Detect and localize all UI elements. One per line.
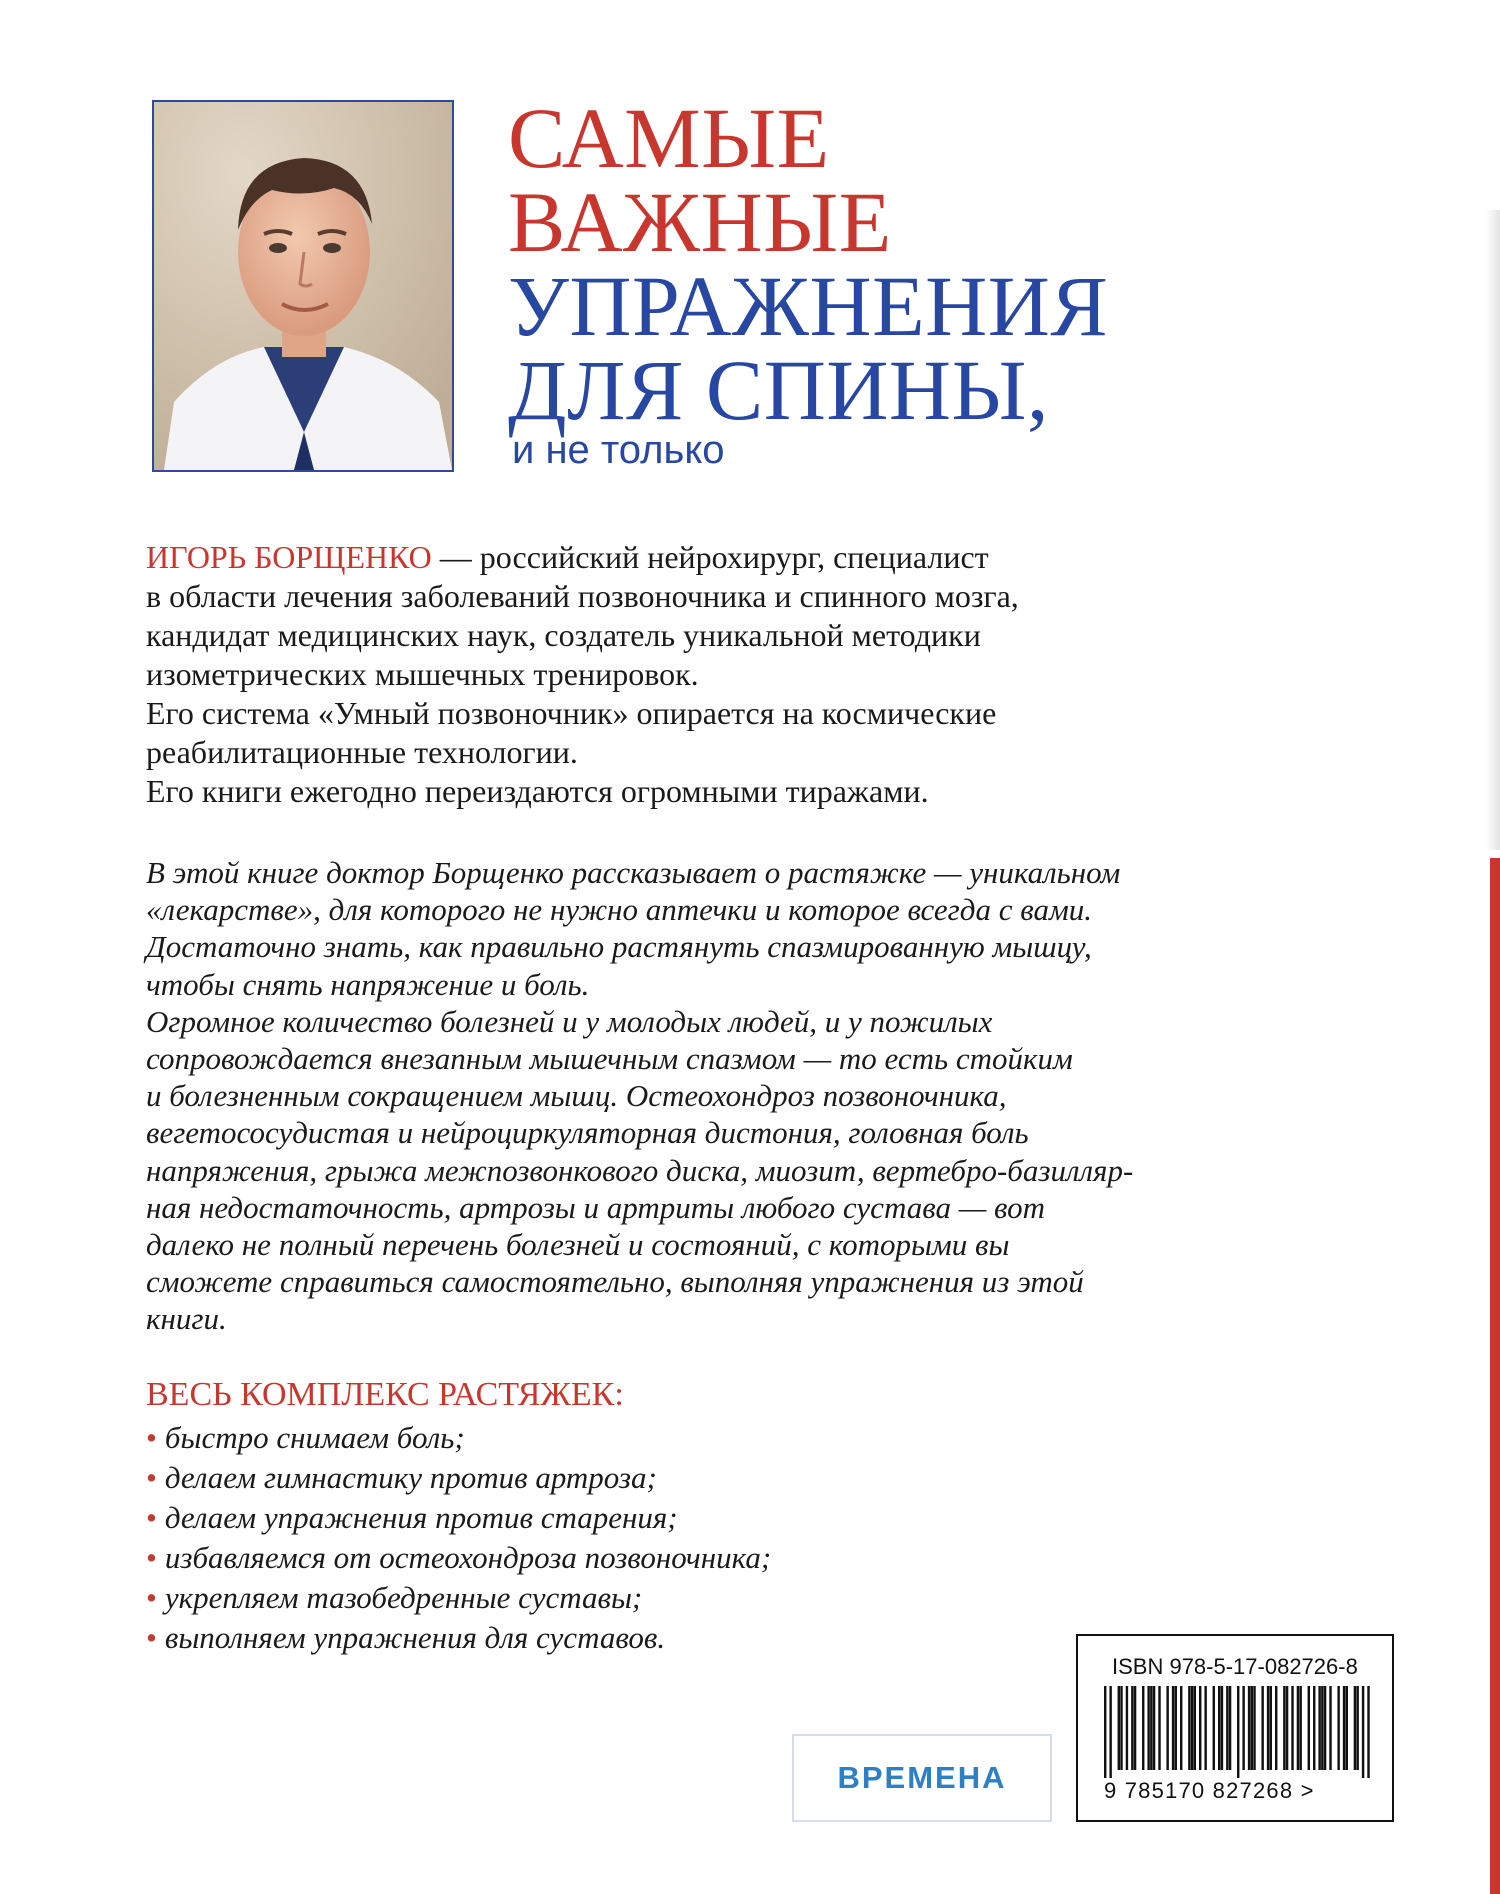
bullet-icon: •: [146, 1580, 157, 1615]
barcode-bar: [1191, 1686, 1193, 1770]
barcode-bar: [1180, 1686, 1182, 1770]
list-item-text: делаем гимнастику против артроза;: [164, 1460, 657, 1495]
description-line: чтобы снять напряжение и боль.: [146, 966, 590, 1002]
barcode-bar: [1131, 1686, 1133, 1770]
bullet-icon: •: [146, 1500, 157, 1535]
book-subtitle: и не только: [512, 428, 725, 472]
book-title: [508, 90, 1109, 438]
barcode-bar: [1118, 1686, 1120, 1770]
description-line: «лекарстве», для которого не нужно аптечки и которое всегда с вами.: [146, 892, 1092, 928]
isbn-label: ISBN 978-5-17-082726-8: [1112, 1654, 1358, 1679]
barcode-bar: [1166, 1686, 1168, 1770]
bullet-icon: •: [146, 1460, 157, 1495]
barcode-bar: [1213, 1686, 1215, 1770]
bullet-icon: •: [146, 1620, 157, 1655]
barcode-bar: [1343, 1686, 1345, 1770]
isbn-barcode: [1076, 1634, 1394, 1822]
list-item: [146, 1538, 771, 1578]
barcode-bar: [1346, 1686, 1348, 1770]
bio-line: в области лечения заболеваний позвоночника и спинного мозга,: [146, 578, 1019, 614]
barcode-bar: [1248, 1686, 1250, 1770]
author-name: ИГОРЬ БОРЩЕНКО: [146, 539, 432, 575]
bio-line: Его система «Умный позвоночник» опирается на космические: [146, 695, 997, 731]
complex-heading: ВЕСЬ КОМПЛЕКС РАСТЯЖЕК:: [146, 1376, 624, 1413]
barcode-bar: [1226, 1686, 1228, 1770]
book-description: [146, 854, 1356, 1338]
barcode-bar: [1153, 1686, 1155, 1770]
barcode-bar: [1270, 1686, 1272, 1770]
barcode-bar: [1142, 1686, 1144, 1770]
barcode-bar: [1362, 1686, 1364, 1778]
barcode-bar: [1204, 1686, 1206, 1770]
barcode-bar: [1104, 1686, 1106, 1778]
bullet-icon: •: [146, 1540, 157, 1575]
barcode-bar: [1261, 1686, 1263, 1770]
barcode-bar: [1275, 1686, 1277, 1770]
description-line: вегетососудистая и нейроциркуляторная дистония, головная боль: [146, 1115, 1029, 1151]
barcode-bar: [1188, 1686, 1190, 1770]
title-line-1: САМЫЕ: [508, 90, 830, 186]
barcode-bar: [1267, 1686, 1269, 1770]
barcode-bar: [1150, 1686, 1152, 1770]
description-line: В этой книге доктор Борщенко рассказывает о растяжке — уникальном: [146, 855, 1121, 890]
list-item-text: делаем упражнения против старения;: [164, 1500, 678, 1535]
author-portrait-image: [154, 102, 452, 470]
description-line: Огромное количество болезней и у молодых людей, и у пожилых: [146, 1003, 993, 1039]
description-line: сопровождается внезапным мышечным спазмом — то есть стойким: [146, 1041, 1073, 1077]
list-item-text: выполняем упражнения для суставов.: [164, 1620, 666, 1655]
barcode-bar: [1291, 1686, 1293, 1770]
barcode-bar: [1253, 1686, 1255, 1770]
list-item: [146, 1618, 771, 1658]
barcode-bar: [1229, 1686, 1231, 1770]
barcode-bar: [1126, 1686, 1128, 1770]
barcode-bar: [1337, 1686, 1339, 1770]
barcode-bar: [1120, 1686, 1122, 1770]
barcode-bar: [1321, 1686, 1323, 1770]
bio-line: кандидат медицинских наук, создатель уникальной методики: [146, 617, 981, 653]
description-line: напряжения, грыжа межпозвонкового диска, миозит, вертебро-базилляр-: [146, 1152, 1134, 1188]
barcode-bar: [1324, 1686, 1326, 1770]
barcode-bar: [1318, 1686, 1320, 1770]
barcode-bar: [1221, 1686, 1223, 1770]
list-item: [146, 1458, 771, 1498]
barcode-bar: [1251, 1686, 1253, 1770]
list-item: [146, 1498, 771, 1538]
bullet-icon: •: [146, 1420, 157, 1455]
author-bio: [146, 538, 1266, 811]
description-line: сможете справиться самостоятельно, выполняя упражнения из этой: [146, 1264, 1084, 1300]
barcode-bar: [1194, 1686, 1196, 1770]
barcode-bar: [1308, 1686, 1310, 1770]
list-item-text: избавляемся от остеохондроза позвоночника;: [164, 1540, 772, 1575]
barcode-icon: [1104, 1686, 1370, 1778]
barcode-bar: [1329, 1686, 1331, 1770]
spine-red-stripe: [1490, 858, 1500, 1894]
barcode-bar: [1109, 1686, 1111, 1778]
barcode-bar: [1172, 1686, 1174, 1770]
bio-line: Его книги ежегодно переиздаются огромными тиражами.: [146, 773, 929, 809]
author-photo: [152, 100, 454, 472]
list-item-text: укрепляем тазобедренные суставы;: [164, 1580, 643, 1615]
title-line-2: ВАЖНЫЕ: [508, 174, 892, 270]
bio-line-text: — российский нейрохирург, специалист: [431, 539, 989, 575]
description-line: далеко не полный перечень болезней и состояний, с которыми вы: [146, 1227, 1010, 1263]
spine-shadow: [1486, 210, 1500, 850]
bio-line: [146, 538, 1266, 577]
barcode-bar: [1297, 1686, 1299, 1770]
barcode-bar: [1283, 1686, 1285, 1770]
list-item: [146, 1578, 771, 1618]
barcode-bar: [1242, 1686, 1244, 1770]
list-item-text: быстро снимаем боль;: [164, 1420, 465, 1455]
bio-line: изометрических мышечных тренировок.: [146, 656, 699, 692]
description-line: ная недостаточность, артрозы и артриты любого сустава — вот: [146, 1189, 1045, 1225]
publisher-name: ВРЕМЕНА: [837, 1760, 1007, 1795]
barcode-bar: [1356, 1686, 1358, 1770]
barcode-bar: [1134, 1686, 1136, 1770]
title-line-4: ДЛЯ СПИНЫ,: [508, 342, 1050, 438]
barcode-bar: [1147, 1686, 1149, 1770]
description-line: и болезненным сокращением мышц. Остеохондроз позвоночника,: [146, 1078, 1007, 1114]
barcode-bar: [1175, 1686, 1177, 1770]
title-line-3: УПРАЖНЕНИЯ: [508, 258, 1109, 354]
description-line: книги.: [146, 1301, 227, 1337]
bio-line: реабилитационные технологии.: [146, 734, 578, 770]
description-line: Достаточно знать, как правильно растянуть спазмированную мышцу,: [146, 929, 1092, 965]
barcode-bar: [1354, 1686, 1356, 1770]
publisher-logo: [792, 1734, 1052, 1822]
barcode-bar: [1237, 1686, 1239, 1778]
barcode-bar: [1313, 1686, 1315, 1770]
complex-list: [146, 1418, 771, 1658]
barcode-bar: [1218, 1686, 1220, 1770]
barcode-bar: [1199, 1686, 1201, 1770]
barcode-bar: [1158, 1686, 1160, 1770]
barcode-bar: [1299, 1686, 1301, 1770]
barcode-bar: [1367, 1686, 1369, 1778]
barcode-bar: [1286, 1686, 1288, 1770]
list-item: [146, 1418, 771, 1458]
barcode-digits: 9 785170 827268 >: [1104, 1778, 1315, 1803]
